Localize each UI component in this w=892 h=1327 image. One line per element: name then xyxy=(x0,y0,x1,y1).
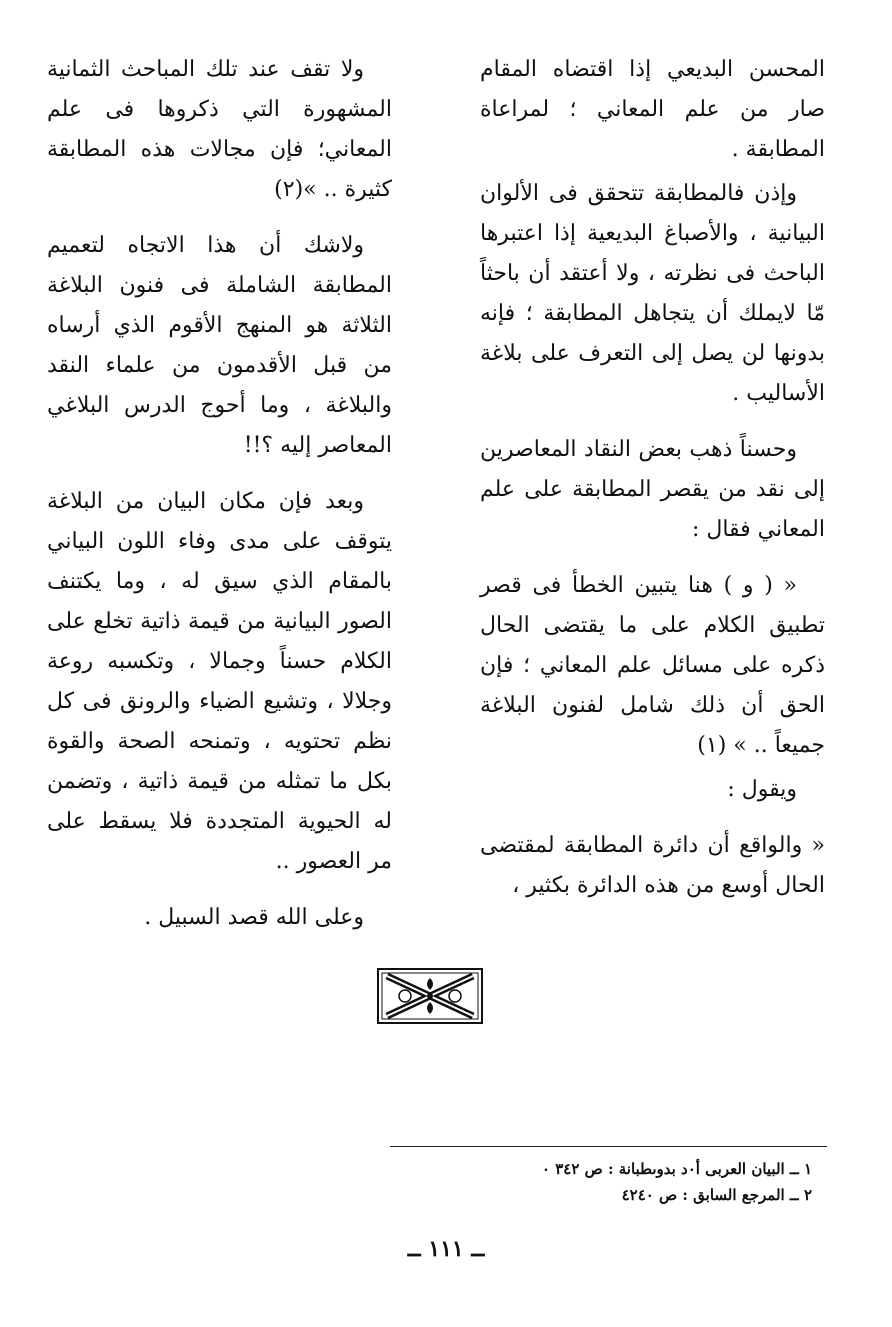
footnote: ١ ــ البيان العربى أ٠د بدوىطبانة : ص ٣٤٢ ٠ xyxy=(541,1160,812,1178)
paragraph: المحسن البديعي إذا اقتضاه المقام صار من علم المعاني ؛ لمراعاة المطابقة . xyxy=(480,57,825,162)
paragraph: وإذن فالمطابقة تتحقق فى الألوان البيانية ، والأصباغ البديعية إذا اعتبرها الباحث فى نظرته ، ولا أعتقد أن باحثاً مّا لايملك أن يتجاهل المطابقة ؛ فإنه بدونها لن يصل إلى التعرف على بلاغة الأساليب . xyxy=(480,181,825,406)
quote-paragraph: « والواقع أن دائرة المطابقة لمقتضى الحال أوسع من هذه الدائرة بكثير ، xyxy=(480,833,825,898)
right-text-column xyxy=(480,50,825,922)
footnote: ٢ ــ المرجع السابق : ص ٤٢٤٠ xyxy=(621,1186,812,1204)
page-number: ــ ١١١ ــ xyxy=(407,1236,485,1262)
paragraph: ولاشك أن هذا الاتجاه لتعميم المطابقة الشاملة فى فنون البلاغة الثلاثة هو المنهج الأقوم الذي أرساه من قبل الأقدمون من علماء النقد والبلاغة ، وما أحوج الدرس البلاغي المعاصر إليه ؟!! xyxy=(47,233,392,458)
footnotes xyxy=(372,1156,812,1208)
paragraph: وعلى الله قصد السبيل . xyxy=(144,905,364,930)
floral-x-ornament xyxy=(377,968,483,1024)
paragraph: ولا تقف عند تلك المباحث الثمانية المشهورة التي ذكروها فى علم المعاني؛ فإن مجالات هذه المطابقة كثيرة .. »(٢) xyxy=(47,57,392,202)
paragraph: ويقول : xyxy=(727,777,797,802)
paragraph: وحسناً ذهب بعض النقاد المعاصرين إلى نقد من يقصر المطابقة على علم المعاني فقال : xyxy=(480,437,825,542)
footnote-divider xyxy=(390,1146,827,1147)
quote-paragraph: « ( و ) هنا يتبين الخطأ فى قصر تطبيق الكلام على ما يقتضى الحال ذكره على مسائل علم المعاني ؛ فإن الحق أن ذلك شامل لفنون البلاغة جميعاً .. » (١) xyxy=(480,573,825,758)
left-text-column xyxy=(47,50,392,954)
paragraph: وبعد فإن مكان البيان من البلاغة يتوقف على مدى وفاء اللون البياني بالمقام الذي سيق له ، وما يكتنف الصور البيانية من قيمة ذاتية تخلع على الكلام حسناً وجمالا ، وتكسبه روعة وجلالا ، وتشيع الضياء والرونق فى كل نظم تحتويه ، وتمنحه الصحة والقوة بكل ما تمثله من قيمة ذاتية ، وتضمن له الحيوية المتجددة فلا يسقط على مر العصور .. xyxy=(47,489,392,874)
